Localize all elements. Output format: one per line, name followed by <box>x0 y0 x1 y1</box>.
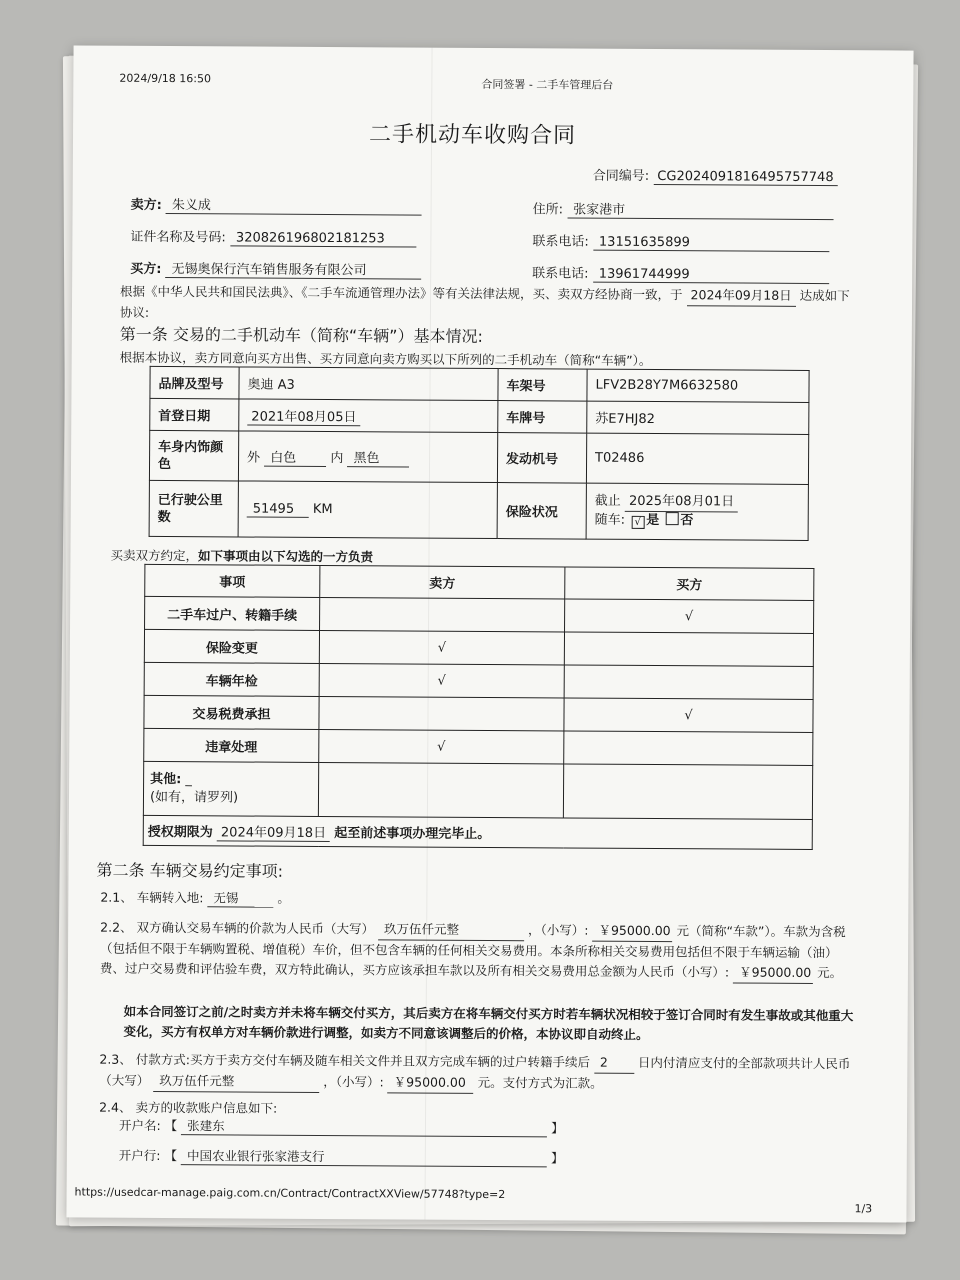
other-seller-cell <box>318 762 563 817</box>
article-1-title: 第一条 交易的二手机动车（简称“车辆”）基本情况: <box>119 324 483 346</box>
insurance-cell: 截止 2025年08月01日 随车: √ 是 否 <box>586 483 808 540</box>
buyer-phone-field: 联系电话: 13961744999 <box>532 262 829 284</box>
seller-address-field: 住所: 张家港市 <box>533 198 834 220</box>
row-item: 保险变更 <box>144 629 319 663</box>
article-1-note: 根据本协议，卖方同意向买方出售、买方同意向卖方购买以下所列的二手机动车（简称“车辆”）。 <box>119 349 652 368</box>
agreement-note: 买卖双方约定，如下事项由以下勾选的一方负责 <box>110 547 374 565</box>
plate-value: 苏E7HJ82 <box>587 401 809 434</box>
vehicle-info-table <box>149 366 810 541</box>
plate-label: 车牌号 <box>498 401 587 434</box>
insurance-yes-checkbox: √ <box>631 516 644 529</box>
insurance-label: 保险状况 <box>497 483 586 540</box>
color-cell: 外 白色 内 黑色 <box>238 431 497 483</box>
mileage-cell: 51495 KM <box>238 481 497 539</box>
row-seller-check <box>320 597 565 631</box>
article-2-title: 第二条 车辆交易约定事项: <box>96 860 284 881</box>
mileage-label: 已行驶公里数 <box>149 480 238 537</box>
clause-2-2: 2.2、 双方确认交易车辆的价款为人民币（大写） 玖万伍仟元整 ，（小写）: ￥95000.00 元（简称“车款”）。车款为含税（包括但不限于车辆购置税、增值税）车价，但不包含车辆的任何相关交易费用。本条所称相关交易费用包括但不限于车辆运输（油）费、过户交易费和评估验车费，双方特此确认，买方应该承担车款以及所有相关交易费用总金额为人民币（小写）: ￥95000.00 元。 <box>100 918 856 985</box>
contract-number: 合同编号: CG2024091816495757748 <box>593 165 838 186</box>
vin-label: 车架号 <box>498 369 587 402</box>
account-bank-field: 开户行: 【 中国农业银行张家港支行 】 <box>118 1147 564 1166</box>
other-cell: 其他: _ (如有，请罗列) <box>143 761 318 816</box>
brand-label: 品牌及型号 <box>150 366 239 399</box>
engine-label: 发动机号 <box>497 433 586 484</box>
intro-paragraph: 根据《中华人民共和国民法典》、《二手车流通管理办法》等有关法律法规，买、卖双方经协商一致，于 2024年09月18日 达成如下协议: <box>119 283 850 320</box>
clause-2-1: 2.1、 车辆转入地: 无锡 。 <box>100 889 291 906</box>
row-buyer-check <box>564 731 813 766</box>
reg-date-label: 首登日期 <box>150 398 239 431</box>
row-item: 违章处理 <box>144 728 319 762</box>
header-buyer: 买方 <box>565 567 814 601</box>
seller-phone-field: 联系电话: 13151635899 <box>532 230 829 252</box>
vin-value: LFV2B28Y7M6632580 <box>587 369 809 402</box>
row-buyer-check <box>564 665 813 700</box>
header-seller: 卖方 <box>320 565 565 598</box>
row-buyer-check: √ <box>564 698 813 733</box>
row-buyer-check: √ <box>565 599 814 634</box>
row-item: 车辆年检 <box>144 662 319 696</box>
row-seller-check: √ <box>319 630 564 664</box>
other-buyer-cell <box>563 764 812 820</box>
adjustment-clause: 如本合同签订之前/之时卖方并未将车辆交付买方，其后卖方在将车辆交付买方时若车辆状况相较于签订合同时有发生事故或其他重大变化，买方有权单方对车辆价款进行调整，如卖方不同意该调整后的价格，本协议即自动终止。 <box>123 1003 854 1042</box>
print-url: https://usedcar-manage.paig.com.cn/Contract/ContractXXView/57748?type=2 <box>74 1185 506 1202</box>
row-buyer-check <box>564 632 813 667</box>
print-site-title: 合同签署 - 二手车管理后台 <box>481 77 614 92</box>
row-seller-check: √ <box>319 663 564 697</box>
row-item: 交易税费承担 <box>144 695 319 729</box>
authorization-period: 授权期限为 2024年09月18日 起至前述事项办理完毕止。 <box>143 815 812 849</box>
row-seller-check: √ <box>319 729 564 763</box>
engine-value: T02486 <box>586 433 808 484</box>
account-name-field: 开户名: 【 张建东 】 <box>118 1117 564 1136</box>
contract-page <box>66 45 913 1222</box>
brand-value: 奥迪 A3 <box>239 367 498 401</box>
reg-date-cell <box>239 399 498 433</box>
row-seller-check <box>319 696 564 730</box>
responsibility-table <box>143 564 815 850</box>
seller-name-field: 卖方: 朱义成 <box>131 194 422 216</box>
clause-2-4: 2.4、 卖方的收款账户信息如下: <box>99 1099 278 1116</box>
print-timestamp: 2024/9/18 16:50 <box>119 71 212 86</box>
contract-title: 二手机动车收购合同 <box>368 122 577 149</box>
buyer-name-field: 买方: 无锡奥保行汽车销售服务有限公司 <box>130 258 421 280</box>
reg-date-value: 2021年08月05日 <box>247 405 360 426</box>
header-item: 事项 <box>145 564 320 597</box>
row-item: 二手车过户、转籍手续 <box>145 596 320 630</box>
page-number: 1/3 <box>854 1202 873 1216</box>
color-label: 车身内饰颜色 <box>149 430 238 481</box>
seller-id-field: 证件名称及号码: 320826196802181253 <box>130 226 416 248</box>
insurance-no-checkbox <box>665 512 678 525</box>
clause-2-3: 2.3、 付款方式:买方于卖方交付车辆及随车相关文件并且双方完成车辆的过户转籍手续后 2 日内付清应支付的全部款项共计人民币（大写） 玖万伍仟元整 ，（小写）: ￥95000.00 元。支付方式为汇款。 <box>99 1050 855 1097</box>
